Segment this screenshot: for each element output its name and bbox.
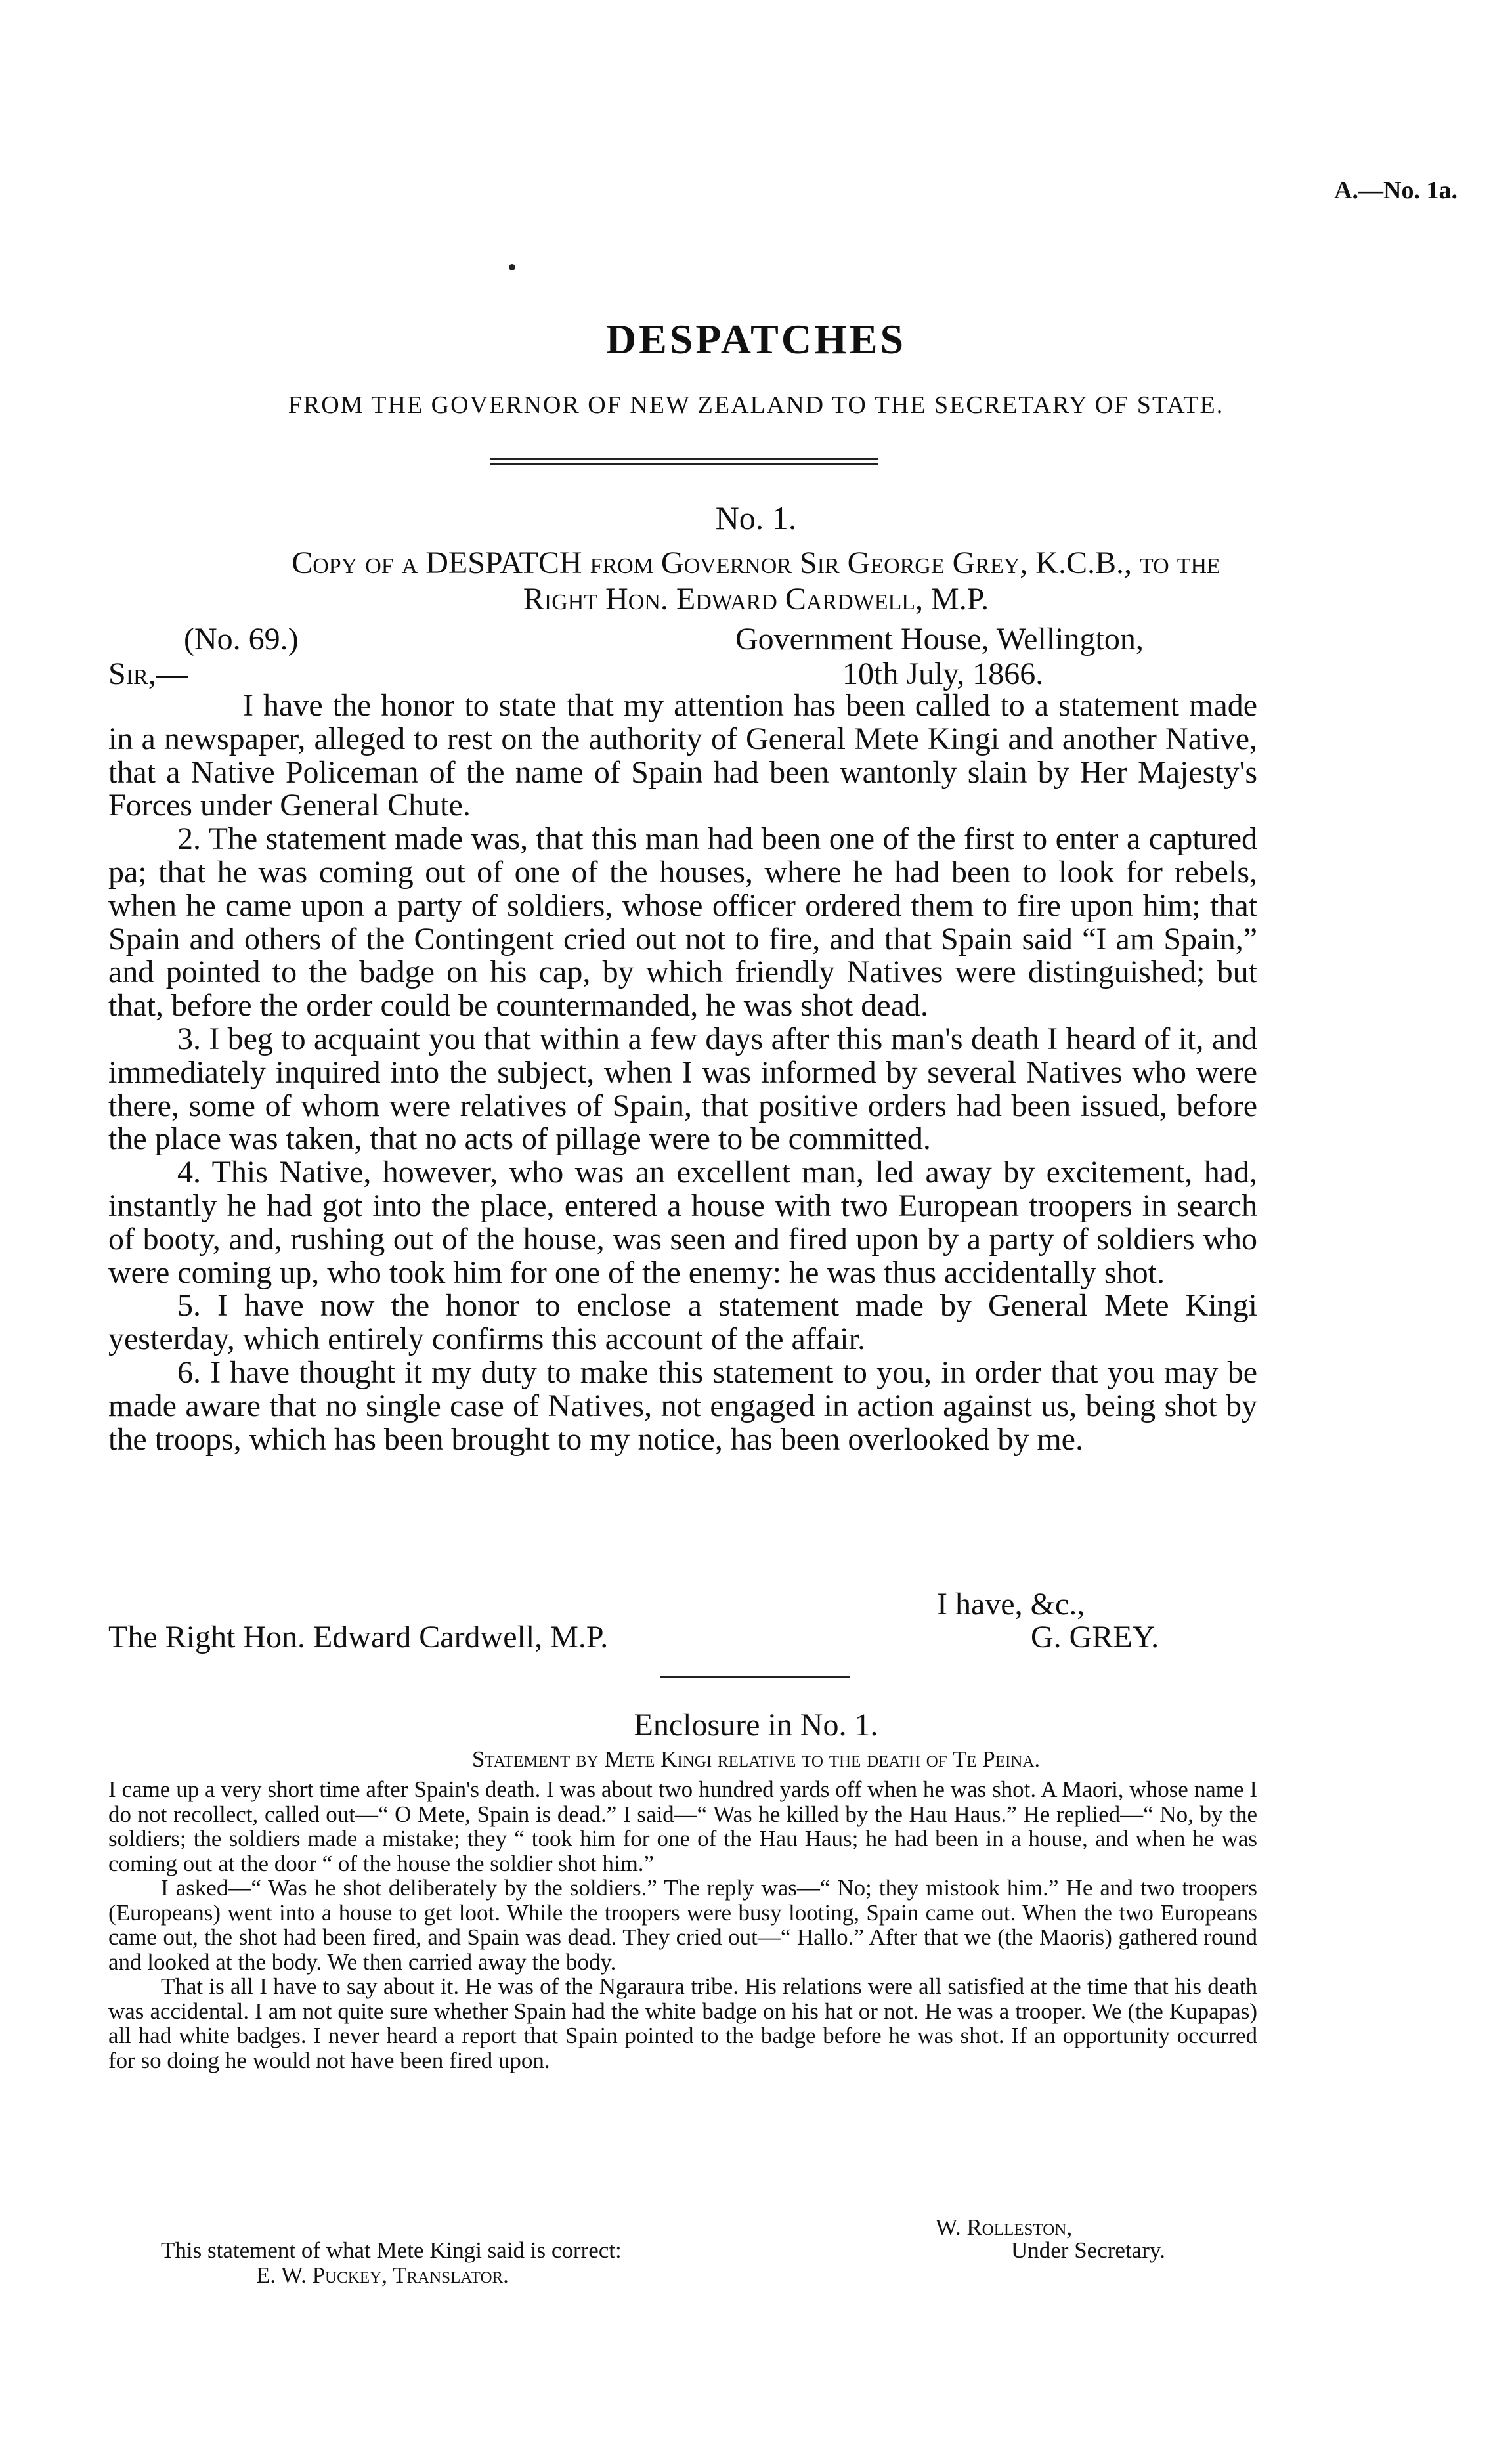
despatch-paragraph: 2. The statement made was, that this man had been one of the first to enter a captured pa; that he was coming out of one of the houses, where he had been to look for rebels, when he came upon a party of soldiers, whose officer ordered them to fire upon him; that Spain and others of the Contingent cried out not to fire, and that Spain said “I am Spain,” and pointed to the badge on his cap, by which friendly Natives were distinguished; but that, before the order could be countermanded, he was shot dead. <box>108 821 1257 1024</box>
despatch-signature: G. GREY. <box>1031 1620 1159 1654</box>
enclosure-heading: Enclosure in No. 1. <box>634 1708 878 1742</box>
despatch-date: 10th July, 1866. <box>842 657 1044 691</box>
despatch-paragraph: 6. I have thought it my duty to make this statement to you, in order that you may be made aware that no single case of Natives, not engaged in action against us, being shot by the troops, which has been brought to my notice, has been overlooked by me. <box>108 1354 1257 1457</box>
enclosure-signer-name: W. Rolleston, <box>936 2214 1073 2240</box>
section-rule <box>660 1676 850 1678</box>
despatch-closing: I have, &c., <box>937 1587 1085 1622</box>
document-subtitle: FROM THE GOVERNOR OF NEW ZEALAND TO THE SECRETARY OF STATE. <box>288 391 1224 419</box>
enclosure-signer-title: Under Secretary. <box>1011 2237 1165 2263</box>
enclosure-paragraph: That is all I have to say about it. He was of the Ngaraura tribe. His relations were all satisfied at the time that his death was accidental. I am not quite sure whether Spain had the white badge on his hat or not. He was a trooper. We (the Kupapas) all had white badges. I never heard a report that Spain pointed to the badge before he was shot. If an opportunity occurred for so doing he would not have been fired upon. <box>108 1973 1257 2073</box>
despatch-caption-line1: Copy of a DESPATCH from Governor Sir George Grey, K.C.B., to the <box>292 546 1220 580</box>
page-reference: A.—No. 1a. <box>1334 177 1458 204</box>
title-rule-top <box>490 458 878 460</box>
despatch-address: Government House, Wellington, <box>735 622 1144 657</box>
enclosure-body <box>108 1777 1257 2073</box>
despatch-body <box>108 689 1257 1456</box>
enclosure-paragraph: I came up a very short time after Spain's death. I was about two hundred yards off when he was shot. A Maori, whose name I do not recollect, called out—“ O Mete, Spain is dead.” I said—“ Was he killed by the Hau Haus.” He replied—“ No, by the soldiers; the soldiers made a mistake; they “ took him for one of the Hau Haus; he had been in a house, and when he was coming out at the door “ of the house the soldier shot him.” <box>108 1777 1257 1876</box>
despatch-paragraph: 3. I beg to acquaint you that within a few days after this man's death I heard of it, and immediately inquired into the subject, when I was informed by several Natives who were there, some of whom were relatives of Spain, that positive orders had been issued, before the place was taken, that no acts of pillage were to be committed. <box>108 1021 1257 1157</box>
enclosure-paragraph: I asked—“ Was he shot deliberately by the soldiers.” The reply was—“ No; they mistook him.” He and two troopers (Europeans) went into a house to get loot. While the troopers were busy looting, Spain came out. When the two Europeans came out, the shot had been fired, and Spain was dead. They cried out—“ Hallo.” After that we (the Maoris) gathered round and looked at the body. We then carried away the body. <box>108 1875 1257 1975</box>
title-rule-bottom <box>490 463 878 465</box>
despatch-addressee: The Right Hon. Edward Cardwell, M.P. <box>108 1620 609 1654</box>
despatch-paragraph: I have the honor to state that my attention has been called to a statement made in a newspaper, alleged to rest on the authority of General Mete Kingi and another Native, that a Native Policeman of the name of Spain had been wantonly slain by Her Majesty's Forces under General Chute. <box>108 688 1257 823</box>
despatch-caption-line2: Right Hon. Edward Cardwell, M.P. <box>523 582 989 616</box>
despatch-ref-number: (No. 69.) <box>184 622 299 657</box>
enclosure-attestation: This statement of what Mete Kingi said is correct: <box>161 2237 622 2263</box>
despatch-number: No. 1. <box>715 500 797 536</box>
enclosure-subheading: Statement by Mete Kingi relative to the death of Te Peina. <box>471 1746 1041 1772</box>
despatch-salutation: Sir,— <box>108 657 188 691</box>
despatch-paragraph: 4. This Native, however, who was an excellent man, led away by excitement, had, instantly he had got into the place, entered a house with two European troopers in search of booty, and, rushing out of the house, was seen and fired upon by a party of soldiers who were coming up, who took him for one of the enemy: he was thus accidentally shot. <box>108 1155 1257 1290</box>
enclosure-translator: E. W. Puckey, Translator. <box>256 2262 509 2288</box>
ink-dot <box>509 264 515 270</box>
despatch-paragraph: 5. I have now the honor to enclose a statement made by General Mete Kingi yesterday, which entirely confirms this account of the affair. <box>108 1288 1257 1357</box>
document-title: DESPATCHES <box>605 316 907 362</box>
